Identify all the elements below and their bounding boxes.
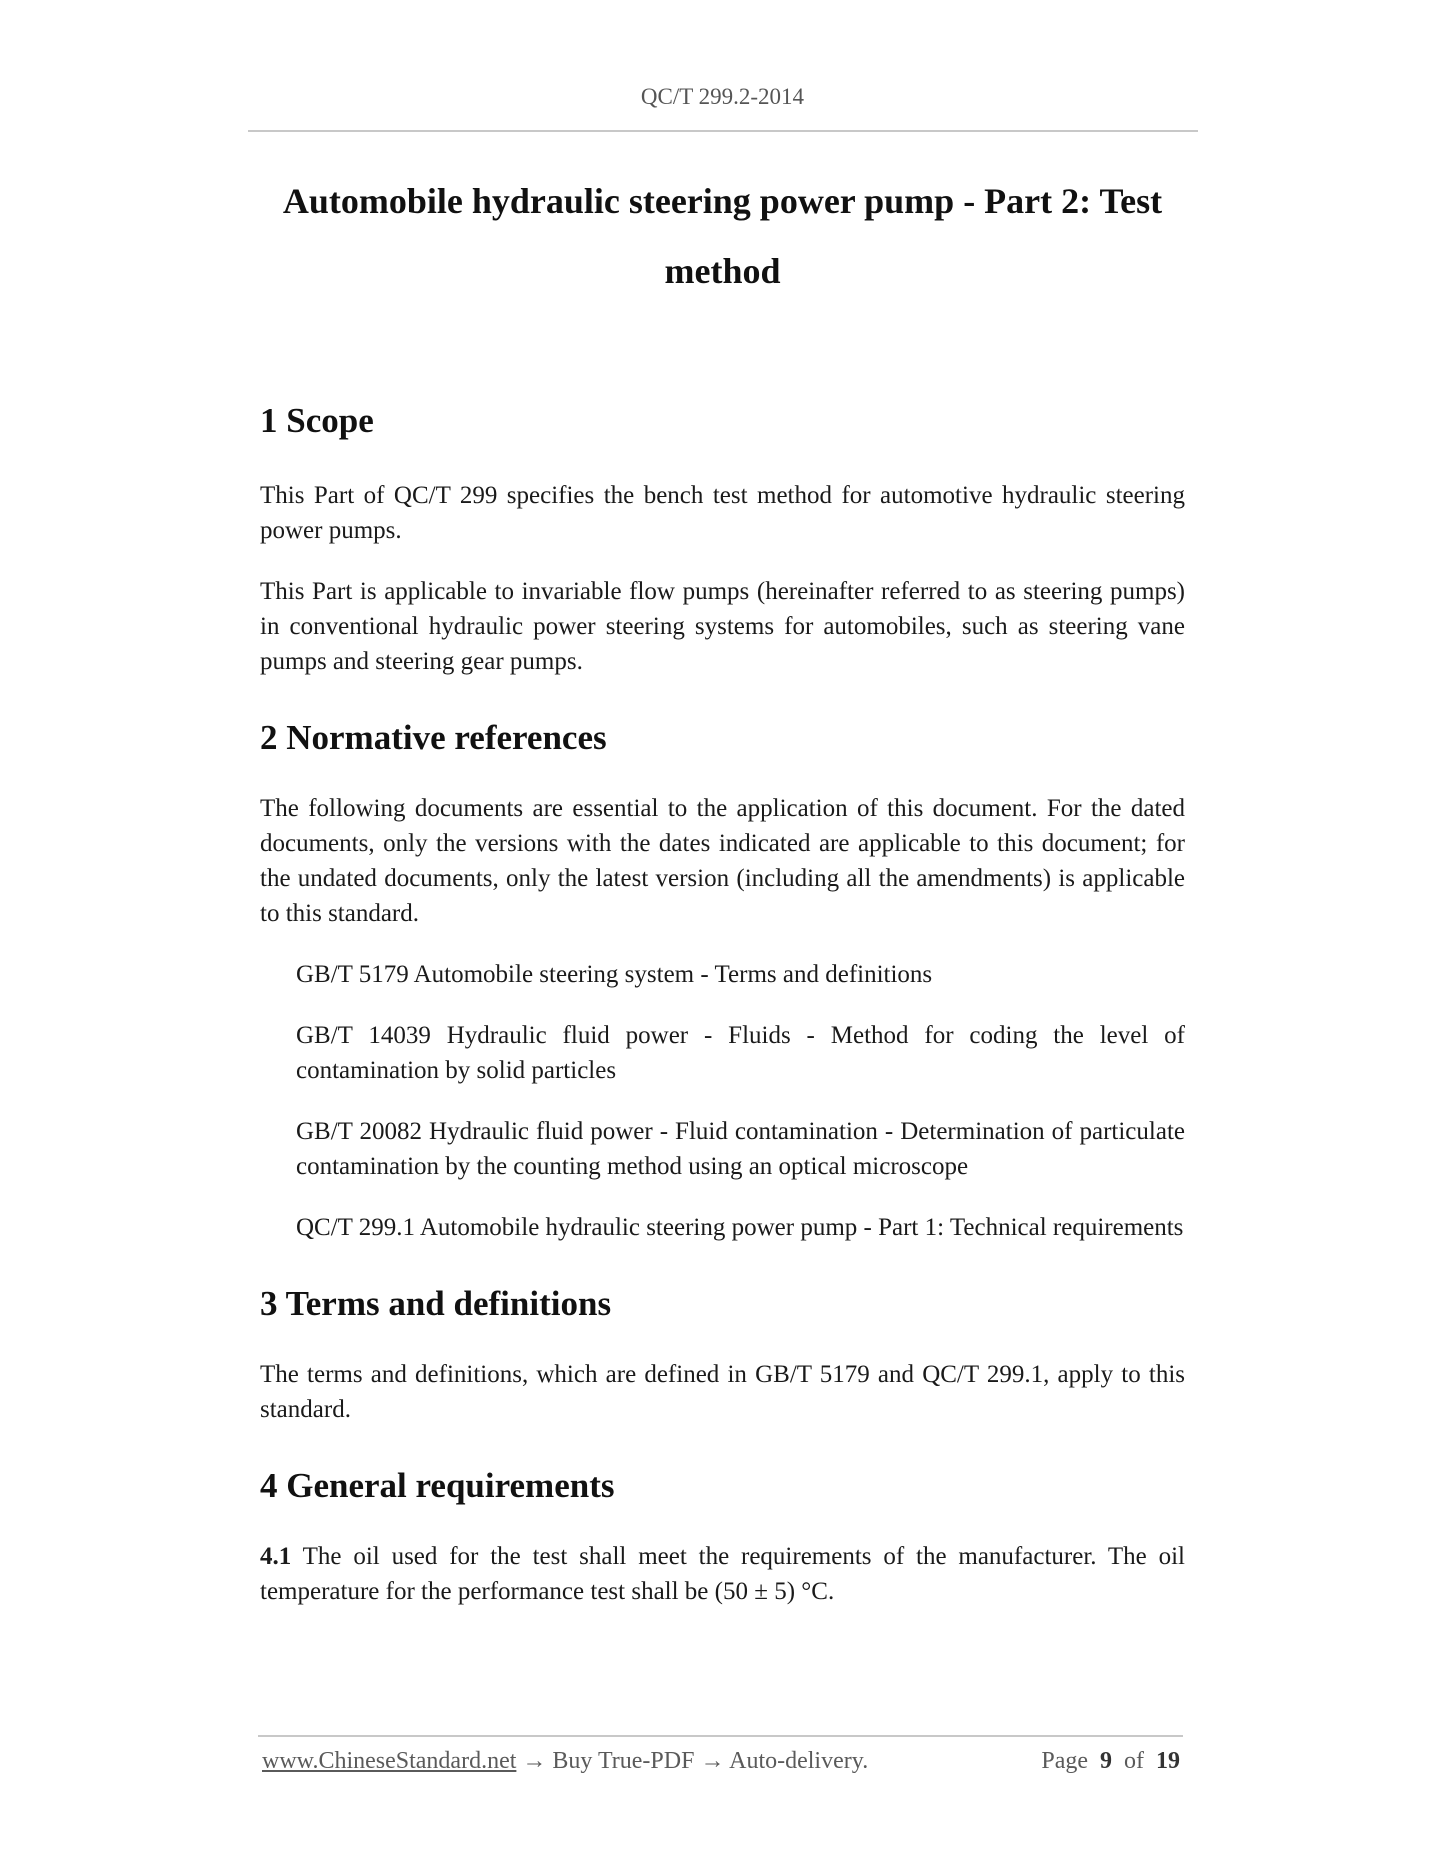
reference-item: QC/T 299.1 Automobile hydraulic steering power pump - Part 1: Technical requirements: [296, 1214, 1184, 1241]
header-divider: [248, 130, 1198, 132]
title-line-1: Automobile hydraulic steering power pump - Part 2: Test: [282, 181, 1163, 221]
scope-paragraph-1: This Part of QC/T 299 specifies the bench test method for automotive hydraulic steering power pumps.: [260, 482, 1185, 544]
section-heading-normative-references: 2 Normative references: [260, 718, 607, 757]
page-footer: [262, 1748, 1180, 1775]
document-title: [260, 166, 1185, 306]
section-heading-scope: 1 Scope: [260, 401, 374, 440]
reference-item: GB/T 20082 Hydraulic fluid power - Fluid contamination - Determination of particulate contamination by the counting method using an optical microscope: [296, 1118, 1185, 1180]
document-body: [260, 396, 1185, 1609]
page-label: Page: [1041, 1748, 1088, 1774]
of-label: of: [1124, 1748, 1144, 1774]
section-heading-terms-and-definitions: 3 Terms and definitions: [260, 1284, 612, 1323]
clause-number: 4.1: [260, 1543, 292, 1570]
website-link[interactable]: www.ChineseStandard.net: [262, 1748, 517, 1774]
footer-divider: [258, 1735, 1183, 1737]
reference-item: GB/T 5179 Automobile steering system - Terms and definitions: [296, 961, 933, 988]
total-pages-number: 19: [1156, 1748, 1180, 1774]
normative-references-paragraph: The following documents are essential to the application of this document. For the dated documents, only the versions with the dates indicated are applicable to this document; for the undated documents, only the latest version (including all the amendments) is applicable to this standard.: [260, 795, 1185, 927]
section-heading-general-requirements: 4 General requirements: [260, 1466, 615, 1505]
page-indicator: [1041, 1748, 1180, 1775]
clause-text: The oil used for the test shall meet the requirements of the manufacturer. The oil temperature for the performance test shall be (50 ± 5) °C.: [260, 1543, 1185, 1605]
footer-promo: [262, 1748, 868, 1775]
footer-promo-text: → Buy True-PDF → Auto-delivery.: [516, 1748, 869, 1774]
title-line-2: method: [664, 251, 781, 291]
terms-paragraph: The terms and definitions, which are defined in GB/T 5179 and QC/T 299.1, apply to this standard.: [260, 1361, 1185, 1423]
current-page-number: 9: [1100, 1748, 1112, 1774]
reference-item: GB/T 14039 Hydraulic fluid power - Fluids - Method for coding the level of contamination by solid particles: [296, 1022, 1185, 1084]
scope-paragraph-2: This Part is applicable to invariable flow pumps (hereinafter referred to as steering pumps) in conventional hydraulic power steering systems for automobiles, such as steering vane pumps and steering gear pumps.: [260, 578, 1185, 675]
page-header-code: QC/T 299.2-2014: [640, 84, 805, 109]
clause-4-1: [260, 1539, 1185, 1609]
